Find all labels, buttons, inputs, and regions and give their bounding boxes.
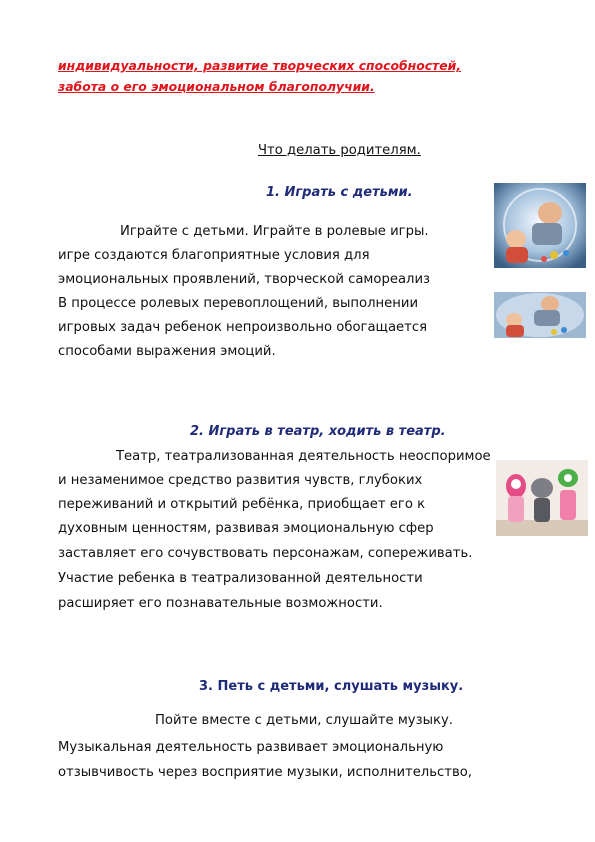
section2-line-6: Участие ребенка в театрализованной деятельности bbox=[58, 571, 423, 586]
section1-line-2: игре создаются благоприятные условия для bbox=[58, 248, 370, 263]
section1-heading: 1. Играть с детьми. bbox=[266, 185, 413, 200]
section2-line-5: заставляет его сочувствовать персонажам, сопереживать. bbox=[58, 546, 473, 561]
section3-line-1: Пойте вместе с детьми, слушайте музыку. bbox=[155, 713, 453, 728]
section1-line-5: игровых задач ребенок непроизвольно обогащается bbox=[58, 320, 428, 335]
children-play-photo-2 bbox=[494, 292, 586, 338]
section2-line-2: и незаменимое средство развития чувств, глубоких bbox=[58, 473, 423, 488]
section2-line-3: переживаний и открытий ребёнка, приобщает его к bbox=[58, 497, 426, 512]
intro-line-1: индивидуальности, развитие творческих способностей, bbox=[58, 58, 462, 73]
section2-heading: 2. Играть в театр, ходить в театр. bbox=[190, 424, 446, 439]
theater-children-photo bbox=[496, 460, 588, 536]
section1-line-4: В процессе ролевых перевоплощений, выполнении bbox=[58, 296, 419, 311]
section1-line-1: Играйте с детьми. Играйте в ролевые игры. bbox=[120, 224, 429, 239]
section3-heading: 3. Петь с детьми, слушать музыку. bbox=[199, 679, 464, 694]
section1-line-3: эмоциональных проявлений, творческой самореализ bbox=[58, 272, 431, 287]
section1-line-6: способами выражения эмоций. bbox=[58, 344, 276, 359]
section2-line-1: Театр, театрализованная деятельность неоспоримое bbox=[116, 449, 491, 464]
section2-line-7: расширяет его познавательные возможности. bbox=[58, 596, 383, 611]
section3-line-2: Музыкальная деятельность развивает эмоциональную bbox=[58, 740, 444, 755]
parents-title: Что делать родителям. bbox=[258, 143, 421, 158]
section2-line-4: духовным ценностям, развивая эмоциональную сфер bbox=[58, 521, 434, 536]
intro-line-2: забота о его эмоциональном благополучии. bbox=[58, 79, 375, 94]
children-play-photo bbox=[494, 183, 586, 268]
section3-line-3: отзывчивость через восприятие музыки, исполнительство, bbox=[58, 765, 472, 780]
